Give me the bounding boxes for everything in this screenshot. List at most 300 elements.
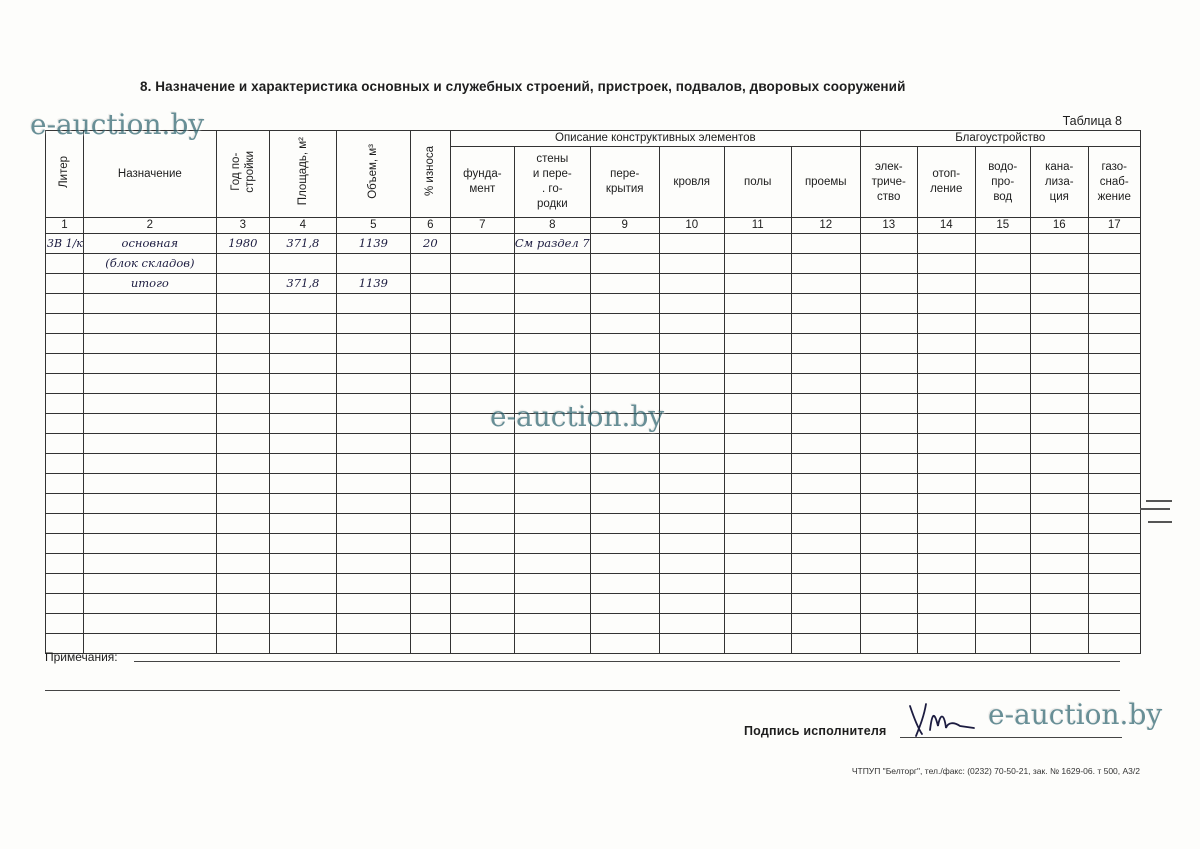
column-number: 16: [1030, 218, 1088, 234]
buildings-table: [45, 130, 1141, 654]
cell-area: 371,8: [269, 274, 336, 294]
table-cell: [590, 554, 659, 574]
table-cell: [1088, 594, 1140, 614]
table-row: [46, 334, 1141, 354]
table-cell: [724, 634, 791, 654]
table-row: [46, 274, 1141, 294]
table-cell: [860, 494, 917, 514]
cell-area: 371,8: [269, 234, 336, 254]
table-cell: [975, 574, 1030, 594]
table-cell: [975, 334, 1030, 354]
table-cell: [216, 354, 269, 374]
table-cell: [860, 254, 917, 274]
table-cell: [975, 294, 1030, 314]
table-cell: [724, 574, 791, 594]
table-cell: [917, 314, 975, 334]
table-cell: [336, 314, 410, 334]
table-cell: [336, 294, 410, 314]
table-cell: [83, 494, 216, 514]
table-cell: [410, 294, 450, 314]
table-cell: [216, 394, 269, 414]
table-cell: [1030, 434, 1088, 454]
table-cell: [514, 594, 590, 614]
table-cell: [1088, 254, 1140, 274]
table-cell: [83, 534, 216, 554]
column-number: 7: [450, 218, 514, 234]
cell-walls: См раздел 7: [514, 234, 590, 254]
column-number: 4: [269, 218, 336, 234]
table-cell: [336, 614, 410, 634]
table-cell: [1030, 634, 1088, 654]
table-cell: [975, 614, 1030, 634]
table-cell: [1030, 614, 1088, 634]
table-cell: [917, 594, 975, 614]
table-cell: [917, 474, 975, 494]
header-area: Площадь, м²: [269, 131, 336, 218]
header-ceilings: пере- крытия: [590, 147, 659, 218]
table-cell: [216, 474, 269, 494]
table-cell: [724, 494, 791, 514]
table-cell: [860, 634, 917, 654]
table-cell: [724, 314, 791, 334]
table-cell: [336, 534, 410, 554]
table-cell: [1030, 294, 1088, 314]
table-row: [46, 514, 1141, 534]
table-cell: [791, 234, 860, 254]
table-cell: [83, 434, 216, 454]
printer-info: ЧТПУП "Белторг", тел./факс: (0232) 70-50-21, зак. № 1629-06. т 500, А3/2: [851, 766, 1140, 776]
table-cell: [450, 334, 514, 354]
table-cell: [450, 534, 514, 554]
table-cell: [590, 354, 659, 374]
table-cell: [724, 514, 791, 534]
table-cell: [1030, 474, 1088, 494]
table-row: [46, 614, 1141, 634]
table-cell: [659, 614, 724, 634]
section-title: 8. Назначение и характеристика основных и служебных строений, пристроек, подвалов, дворовых сооружений: [140, 79, 906, 94]
table-cell: [1030, 354, 1088, 374]
table-cell: [514, 434, 590, 454]
table-cell: [975, 514, 1030, 534]
table-cell: [590, 434, 659, 454]
table-cell: [975, 634, 1030, 654]
table-cell: [860, 474, 917, 494]
table-cell: [791, 254, 860, 274]
table-cell: [724, 274, 791, 294]
table-cell: [269, 294, 336, 314]
table-cell: [1088, 314, 1140, 334]
table-cell: [791, 394, 860, 414]
table-cell: [269, 394, 336, 414]
table-cell: [83, 594, 216, 614]
table-cell: [791, 414, 860, 434]
table-cell: [590, 474, 659, 494]
table-cell: [269, 594, 336, 614]
table-cell: [269, 494, 336, 514]
cell-area: [269, 254, 336, 274]
header-volume: Объем, м³: [336, 131, 410, 218]
table-cell: [724, 354, 791, 374]
table-row: [46, 474, 1141, 494]
table-cell: [514, 494, 590, 514]
table-cell: [216, 574, 269, 594]
table-cell: [590, 614, 659, 634]
cell-year: [216, 254, 269, 274]
table-cell: [83, 374, 216, 394]
table-cell: [46, 354, 84, 374]
table-cell: [46, 394, 84, 414]
table-cell: [450, 254, 514, 274]
table-cell: [860, 514, 917, 534]
table-cell: [216, 594, 269, 614]
header-group-construct: Описание конструктивных элементов: [450, 131, 860, 147]
table-cell: [410, 514, 450, 534]
table-cell: [659, 454, 724, 474]
table-row: [46, 374, 1141, 394]
table-cell: [269, 454, 336, 474]
table-cell: [1088, 294, 1140, 314]
table-cell: [410, 594, 450, 614]
table-cell: [917, 234, 975, 254]
table-cell: [46, 514, 84, 534]
table-cell: [216, 434, 269, 454]
table-cell: [659, 634, 724, 654]
table-cell: [1030, 554, 1088, 574]
table-cell: [1030, 274, 1088, 294]
table-cell: [514, 334, 590, 354]
table-cell: [724, 434, 791, 454]
table-cell: [975, 594, 1030, 614]
table-cell: [83, 294, 216, 314]
table-cell: [46, 374, 84, 394]
table-cell: [269, 354, 336, 374]
table-cell: [917, 294, 975, 314]
table-cell: [450, 354, 514, 374]
table-cell: [216, 634, 269, 654]
table-cell: [450, 314, 514, 334]
table-cell: [917, 434, 975, 454]
table-cell: [336, 454, 410, 474]
table-cell: [410, 334, 450, 354]
cell-volume: 1139: [336, 274, 410, 294]
table-cell: [46, 314, 84, 334]
table-cell: [590, 294, 659, 314]
column-number-row: [46, 218, 1141, 234]
table-cell: [791, 634, 860, 654]
notes-label: Примечания:: [45, 650, 118, 664]
table-cell: [1030, 494, 1088, 514]
signature-mark: [904, 700, 984, 745]
table-cell: [791, 614, 860, 634]
table-cell: [83, 414, 216, 434]
table-cell: [975, 434, 1030, 454]
table-cell: [659, 554, 724, 574]
table-cell: [336, 554, 410, 574]
table-cell: [860, 614, 917, 634]
table-cell: [46, 334, 84, 354]
table-cell: [83, 554, 216, 574]
header-electric: элек- триче- ство: [860, 147, 917, 218]
column-number: 12: [791, 218, 860, 234]
table-cell: [336, 394, 410, 414]
table-cell: [860, 334, 917, 354]
table-cell: [1088, 374, 1140, 394]
table-cell: [336, 594, 410, 614]
table-cell: [1088, 334, 1140, 354]
table-row: [46, 434, 1141, 454]
table-cell: [1088, 614, 1140, 634]
cell-liter: [46, 274, 84, 294]
table-cell: [659, 534, 724, 554]
table-cell: [724, 594, 791, 614]
table-cell: [724, 414, 791, 434]
table-cell: [269, 374, 336, 394]
table-cell: [917, 554, 975, 574]
table-cell: [917, 534, 975, 554]
column-number: 8: [514, 218, 590, 234]
cell-purpose: (блок складов): [83, 254, 216, 274]
table-cell: [450, 234, 514, 254]
table-cell: [590, 274, 659, 294]
table-row: [46, 354, 1141, 374]
table-cell: [659, 394, 724, 414]
table-cell: [216, 494, 269, 514]
table-cell: [410, 614, 450, 634]
scan-mark: [1140, 508, 1170, 510]
table-cell: [1088, 354, 1140, 374]
table-cell: [659, 514, 724, 534]
table-cell: [46, 454, 84, 474]
table-cell: [791, 514, 860, 534]
table-cell: [1088, 474, 1140, 494]
column-number: 5: [336, 218, 410, 234]
cell-year: 1980: [216, 234, 269, 254]
table-cell: [590, 594, 659, 614]
table-cell: [659, 594, 724, 614]
table-cell: [450, 514, 514, 534]
watermark: e-auction.by: [30, 108, 205, 141]
table-cell: [216, 334, 269, 354]
table-cell: [590, 514, 659, 534]
table-cell: [450, 454, 514, 474]
table-cell: [917, 254, 975, 274]
watermark: e-auction.by: [490, 400, 665, 433]
column-number: 17: [1088, 218, 1140, 234]
header-year: Год по- стройки: [216, 131, 269, 218]
table-cell: [336, 374, 410, 394]
table-cell: [724, 334, 791, 354]
table-cell: [269, 314, 336, 334]
table-cell: [590, 374, 659, 394]
table-cell: [975, 314, 1030, 334]
table-cell: [917, 274, 975, 294]
table-cell: [917, 334, 975, 354]
table-cell: [216, 374, 269, 394]
table-cell: [46, 534, 84, 554]
table-cell: [336, 334, 410, 354]
header-group-amenities: Благоустройство: [860, 131, 1140, 147]
table-cell: [269, 534, 336, 554]
column-number: 9: [590, 218, 659, 234]
table-cell: [336, 634, 410, 654]
table-cell: [791, 354, 860, 374]
table-cell: [450, 634, 514, 654]
table-row: [46, 594, 1141, 614]
table-cell: [1088, 454, 1140, 474]
table-row: [46, 574, 1141, 594]
table-cell: [860, 354, 917, 374]
table-cell: [269, 474, 336, 494]
table-cell: [860, 454, 917, 474]
table-cell: [860, 374, 917, 394]
table-cell: [83, 394, 216, 414]
table-cell: [1030, 374, 1088, 394]
table-cell: [917, 454, 975, 474]
table-cell: [1088, 394, 1140, 414]
table-cell: [514, 614, 590, 634]
table-cell: [514, 474, 590, 494]
column-number: 3: [216, 218, 269, 234]
table-cell: [269, 574, 336, 594]
table-cell: [216, 454, 269, 474]
table-row: [46, 634, 1141, 654]
table-number-label: Таблица 8: [1062, 114, 1122, 128]
table-cell: [1030, 314, 1088, 334]
table-cell: [450, 574, 514, 594]
table-cell: [450, 474, 514, 494]
table-cell: [724, 254, 791, 274]
header-gas: газо- снаб- жение: [1088, 147, 1140, 218]
table-cell: [917, 514, 975, 534]
table-cell: [1030, 454, 1088, 474]
table-row: [46, 314, 1141, 334]
table-cell: [83, 354, 216, 374]
table-cell: [216, 534, 269, 554]
cell-volume: [336, 254, 410, 274]
table-cell: [410, 394, 450, 414]
table-cell: [1030, 254, 1088, 274]
table-cell: [450, 594, 514, 614]
table-cell: [1030, 574, 1088, 594]
scan-mark: [1146, 500, 1172, 502]
header-foundation: фунда- мент: [450, 147, 514, 218]
table-row: [46, 294, 1141, 314]
table-cell: [590, 574, 659, 594]
table-cell: [975, 254, 1030, 274]
table-cell: [590, 634, 659, 654]
table-cell: [269, 634, 336, 654]
table-cell: [791, 494, 860, 514]
cell-wear: [410, 254, 450, 274]
table-cell: [917, 574, 975, 594]
table-cell: [975, 494, 1030, 514]
table-cell: [860, 534, 917, 554]
table-cell: [917, 614, 975, 634]
table-cell: [917, 354, 975, 374]
table-cell: [659, 274, 724, 294]
table-row: [46, 234, 1141, 254]
table-cell: [659, 494, 724, 514]
table-cell: [590, 534, 659, 554]
table-cell: [83, 314, 216, 334]
header-water: водо- про- вод: [975, 147, 1030, 218]
table-cell: [724, 474, 791, 494]
table-cell: [514, 554, 590, 574]
table-cell: [1030, 414, 1088, 434]
table-cell: [450, 374, 514, 394]
table-cell: [975, 414, 1030, 434]
table-cell: [724, 554, 791, 574]
table-cell: [659, 234, 724, 254]
cell-walls: [514, 254, 590, 274]
column-number: 11: [724, 218, 791, 234]
notes-line-1: [134, 661, 1120, 662]
cell-liter: 3В 1/к: [46, 234, 84, 254]
table-cell: [46, 594, 84, 614]
table-cell: [659, 254, 724, 274]
table-cell: [724, 534, 791, 554]
table-cell: [791, 574, 860, 594]
table-cell: [791, 274, 860, 294]
table-cell: [336, 414, 410, 434]
table-cell: [590, 494, 659, 514]
table-cell: [791, 454, 860, 474]
table-cell: [860, 414, 917, 434]
table-cell: [216, 554, 269, 574]
table-cell: [975, 534, 1030, 554]
table-cell: [659, 314, 724, 334]
table-cell: [450, 274, 514, 294]
table-cell: [410, 354, 450, 374]
table-cell: [659, 294, 724, 314]
column-number: 2: [83, 218, 216, 234]
table-cell: [975, 234, 1030, 254]
table-cell: [724, 614, 791, 634]
cell-year: [216, 274, 269, 294]
table-cell: [514, 634, 590, 654]
table-cell: [46, 294, 84, 314]
table-cell: [860, 594, 917, 614]
header-floors: полы: [724, 147, 791, 218]
table-cell: [410, 314, 450, 334]
table-cell: [791, 474, 860, 494]
table-cell: [1030, 514, 1088, 534]
column-number: 13: [860, 218, 917, 234]
table-row: [46, 494, 1141, 514]
notes-line-2: [45, 690, 1120, 691]
column-number: 10: [659, 218, 724, 234]
table-cell: [450, 294, 514, 314]
table-cell: [659, 474, 724, 494]
table-cell: [659, 334, 724, 354]
table-cell: [860, 394, 917, 414]
table-cell: [791, 314, 860, 334]
table-cell: [83, 454, 216, 474]
table-cell: [791, 334, 860, 354]
table-cell: [975, 454, 1030, 474]
table-cell: [724, 294, 791, 314]
table-cell: [724, 374, 791, 394]
table-cell: [410, 494, 450, 514]
cell-walls: [514, 274, 590, 294]
table-cell: [724, 454, 791, 474]
table-cell: [791, 594, 860, 614]
table-cell: [514, 454, 590, 474]
table-cell: [1088, 414, 1140, 434]
scan-mark: [1148, 521, 1172, 523]
table-cell: [410, 574, 450, 594]
table-cell: [46, 554, 84, 574]
